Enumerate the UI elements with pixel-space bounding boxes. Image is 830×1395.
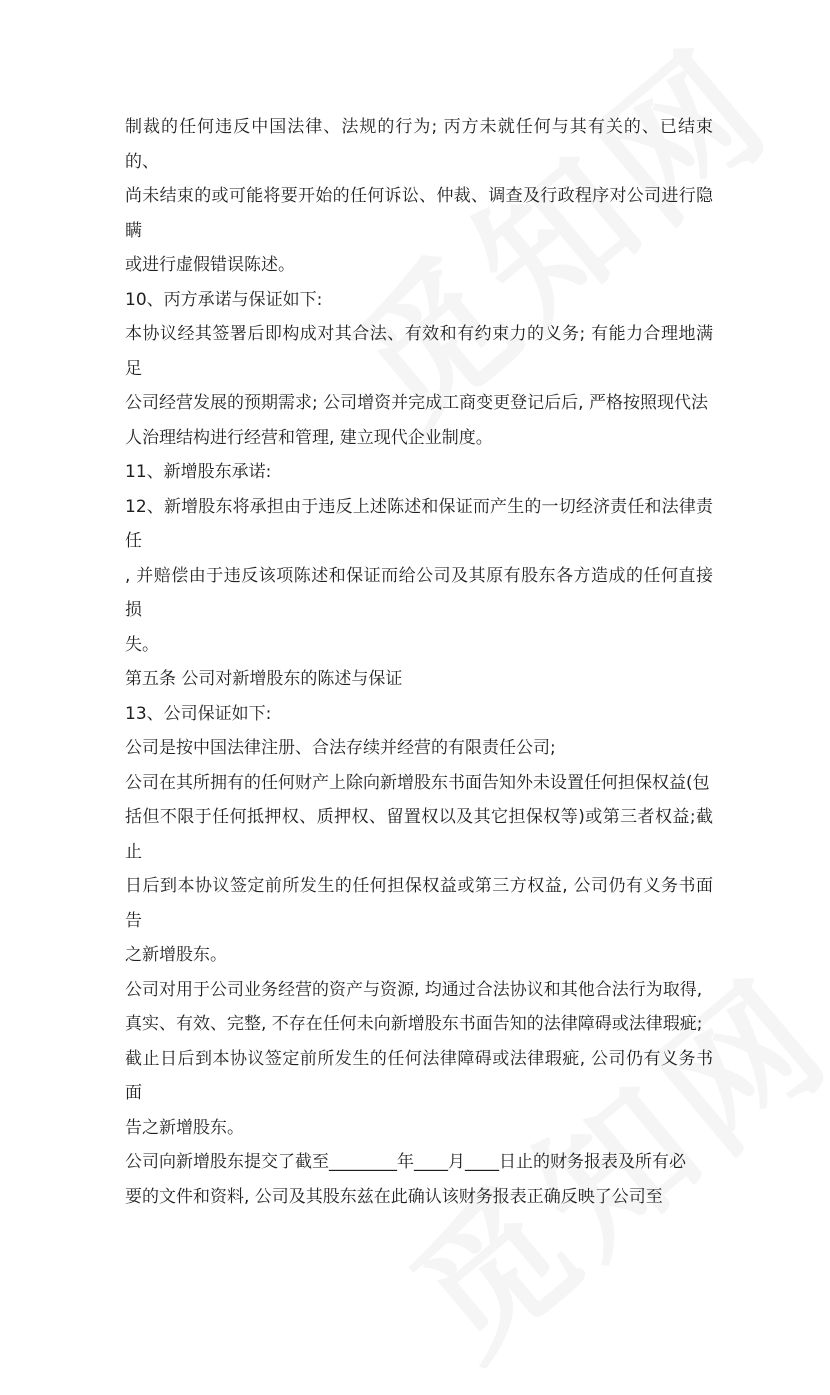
text-line: 12、新增股东将承担由于违反上述陈述和保证而产生的一切经济责任和法律责任 bbox=[125, 496, 713, 551]
text-line: 公司在其所拥有的任何财产上除向新增股东书面告知外未设置任何担保权益(包 bbox=[125, 772, 710, 793]
text-line: , 并赔偿由于违反该项陈述和保证而给公司及其原有股东各方造成的任何直接损 bbox=[125, 565, 713, 620]
text-line: 公司对用于公司业务经营的资产与资源, 均通过合法协议和其他合法行为取得, bbox=[125, 979, 703, 1000]
clause-heading: 11、新增股东承诺: bbox=[125, 462, 272, 482]
text-line: 人治理结构进行经营和管理, 建立现代企业制度。 bbox=[125, 427, 493, 448]
text-line: 要的文件和资料, 公司及其股东兹在此确认该财务报表正确反映了公司至 bbox=[125, 1186, 663, 1207]
text-line: 制裁的任何违反中国法律、法规的行为; 丙方未就任何与其有关的、已结束的、 bbox=[125, 117, 713, 172]
text-line: 截止日后到本协议签定前所发生的任何法律障碍或法律瑕疵, 公司仍有义务书面 bbox=[125, 1048, 713, 1103]
text-line: 或进行虚假错误陈述。 bbox=[125, 255, 295, 275]
article-heading: 第五条 公司对新增股东的陈述与保证 bbox=[125, 669, 403, 689]
text-line: 公司是按中国法律注册、合法存续并经营的有限责任公司; bbox=[125, 738, 556, 758]
text-line: 本协议经其签署后即构成对其合法、有效和有约束力的义务; 有能力合理地满足 bbox=[125, 324, 713, 379]
text-line: 括但不限于任何抵押权、质押权、留置权以及其它担保权等)或第三者权益;截止 bbox=[125, 807, 713, 862]
text-line: 告之新增股东。 bbox=[125, 1117, 244, 1138]
text-line: 之新增股东。 bbox=[125, 945, 227, 965]
text-line: 真实、有效、完整, 不存在任何未向新增股东书面告知的法律障碍或法律瑕疵; bbox=[125, 1014, 703, 1034]
text-line: 公司向新增股东提交了截至________年____月____日止的财务报表及所有必 bbox=[125, 1152, 686, 1172]
text-line: 尚未结束的或可能将要开始的任何诉讼、仲裁、调查及行政程序对公司进行隐瞒 bbox=[125, 186, 713, 241]
document-body bbox=[125, 110, 713, 1214]
text-line: 失。 bbox=[125, 634, 159, 655]
clause-heading: 13、公司保证如下: bbox=[125, 703, 272, 724]
text-line: 公司经营发展的预期需求; 公司增资并完成工商变更登记后后, 严格按照现代法 bbox=[125, 393, 708, 413]
text-line: 日后到本协议签定前所发生的任何担保权益或第三方权益, 公司仍有义务书面告 bbox=[125, 876, 713, 931]
clause-heading: 10、丙方承诺与保证如下: bbox=[125, 289, 323, 310]
